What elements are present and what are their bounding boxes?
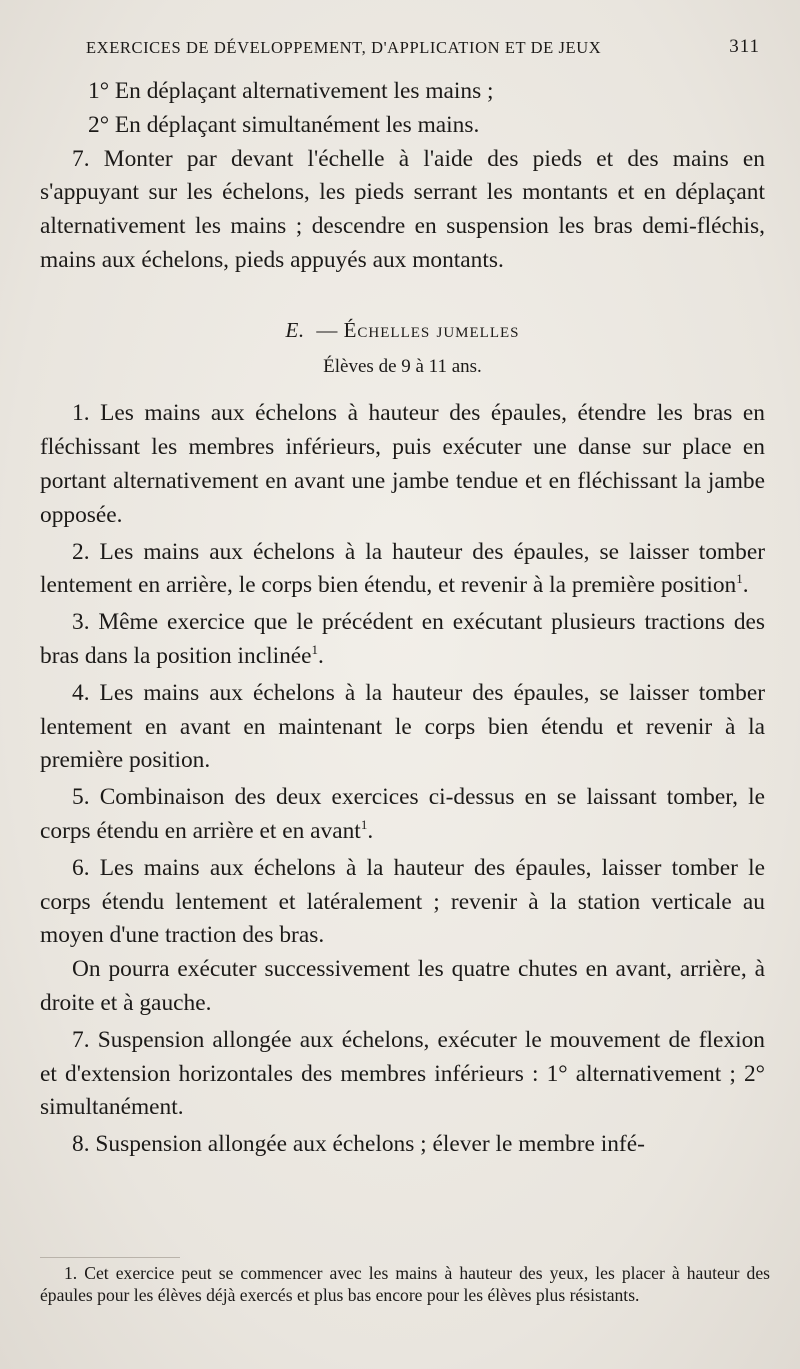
paragraph-5: [40, 781, 765, 849]
running-header: [78, 34, 760, 64]
footnote-text: 1. Cet exercice peut se commencer avec les mains à hauteur des yeux, les placer à hauteur des épaules pour les élèves déjà exercés et plus bas encore pour les élèves plus résistants.: [40, 1263, 770, 1305]
footnote: [40, 1262, 770, 1306]
section-dash: —: [316, 317, 338, 342]
footnote-separator: [40, 1257, 180, 1258]
paragraph-6: 6. Les mains aux échelons à la hauteur des épaules, laisser tomber le corps étendu lentement et latéralement ; revenir à la station verticale au moyen d'une traction des bras.: [40, 854, 765, 949]
paragraph-2-text: 2. Les mains aux échelons à la hauteur des épaules, se laisser tomber lentement en arrière, le corps bien étendu, et revenir à la première position: [40, 538, 765, 599]
section-letter: E.: [285, 317, 305, 342]
paragraph-7-ladder-climb: 7. Monter par devant l'échelle à l'aide des pieds et des mains en s'appuyant sur les échelons, les pieds serrant les montants et en déplaçant alternativement les mains ; descendre en suspension les bras demi-fléchis, mains aux échelons, pieds appuyés aux montants.: [40, 145, 765, 273]
paragraph-4: 4. Les mains aux échelons à la hauteur des épaules, se laisser tomber lentement en avant en maintenant le corps bien étendu et revenir à la première position.: [40, 679, 765, 774]
footnote-ref: 1: [311, 642, 319, 658]
paragraph-7: 7. Suspension allongée aux échelons, exécuter le mouvement de flexion et d'extension horizontales des membres inférieurs : 1° alternativement ; 2° simultanément.: [40, 1026, 765, 1121]
paragraph-2: [40, 536, 765, 604]
age-range: Élèves de 9 à 11 ans.: [323, 355, 482, 377]
list-item-1o: 1° En déplaçant alternativement les mains ;: [88, 78, 494, 104]
paragraph-3: [40, 606, 765, 674]
running-title: EXERCICES DE DÉVELOPPEMENT, D'APPLICATION ET DE JEUX: [86, 38, 602, 57]
section-heading: [40, 314, 765, 348]
paragraph-6-note: On pourra exécuter successivement les quatre chutes en avant, arrière, à droite et à gauche.: [40, 956, 765, 1016]
footnote-ref: 1: [360, 817, 368, 833]
section-title: Échelles jumelles: [343, 317, 520, 342]
footnote-ref: 1: [736, 571, 743, 587]
list-item-2o: 2° En déplaçant simultanément les mains.: [88, 111, 480, 138]
paragraph-3-text: 3. Même exercice que le précédent en exécutant plusieurs tractions des bras dans la position inclinée: [40, 609, 765, 669]
paragraph-8: 8. Suspension allongée aux échelons ; élever le membre infé-: [72, 1131, 645, 1158]
paragraph-1: 1. Les mains aux échelons à hauteur des épaules, étendre les bras en fléchissant les membres inférieurs, puis exécuter une danse sur place en portant alternativement en avant une jambe tendue et en fléchissant la jambe opposée.: [40, 400, 765, 528]
main-text: [40, 75, 765, 1162]
page-number: 311: [729, 36, 760, 57]
paragraph-5-text: 5. Combinaison des deux exercices ci-dessus en se laissant tomber, le corps étendu en arrière et en avant: [40, 784, 765, 844]
period: .: [367, 817, 374, 844]
period: .: [742, 572, 749, 599]
period: .: [318, 642, 324, 669]
